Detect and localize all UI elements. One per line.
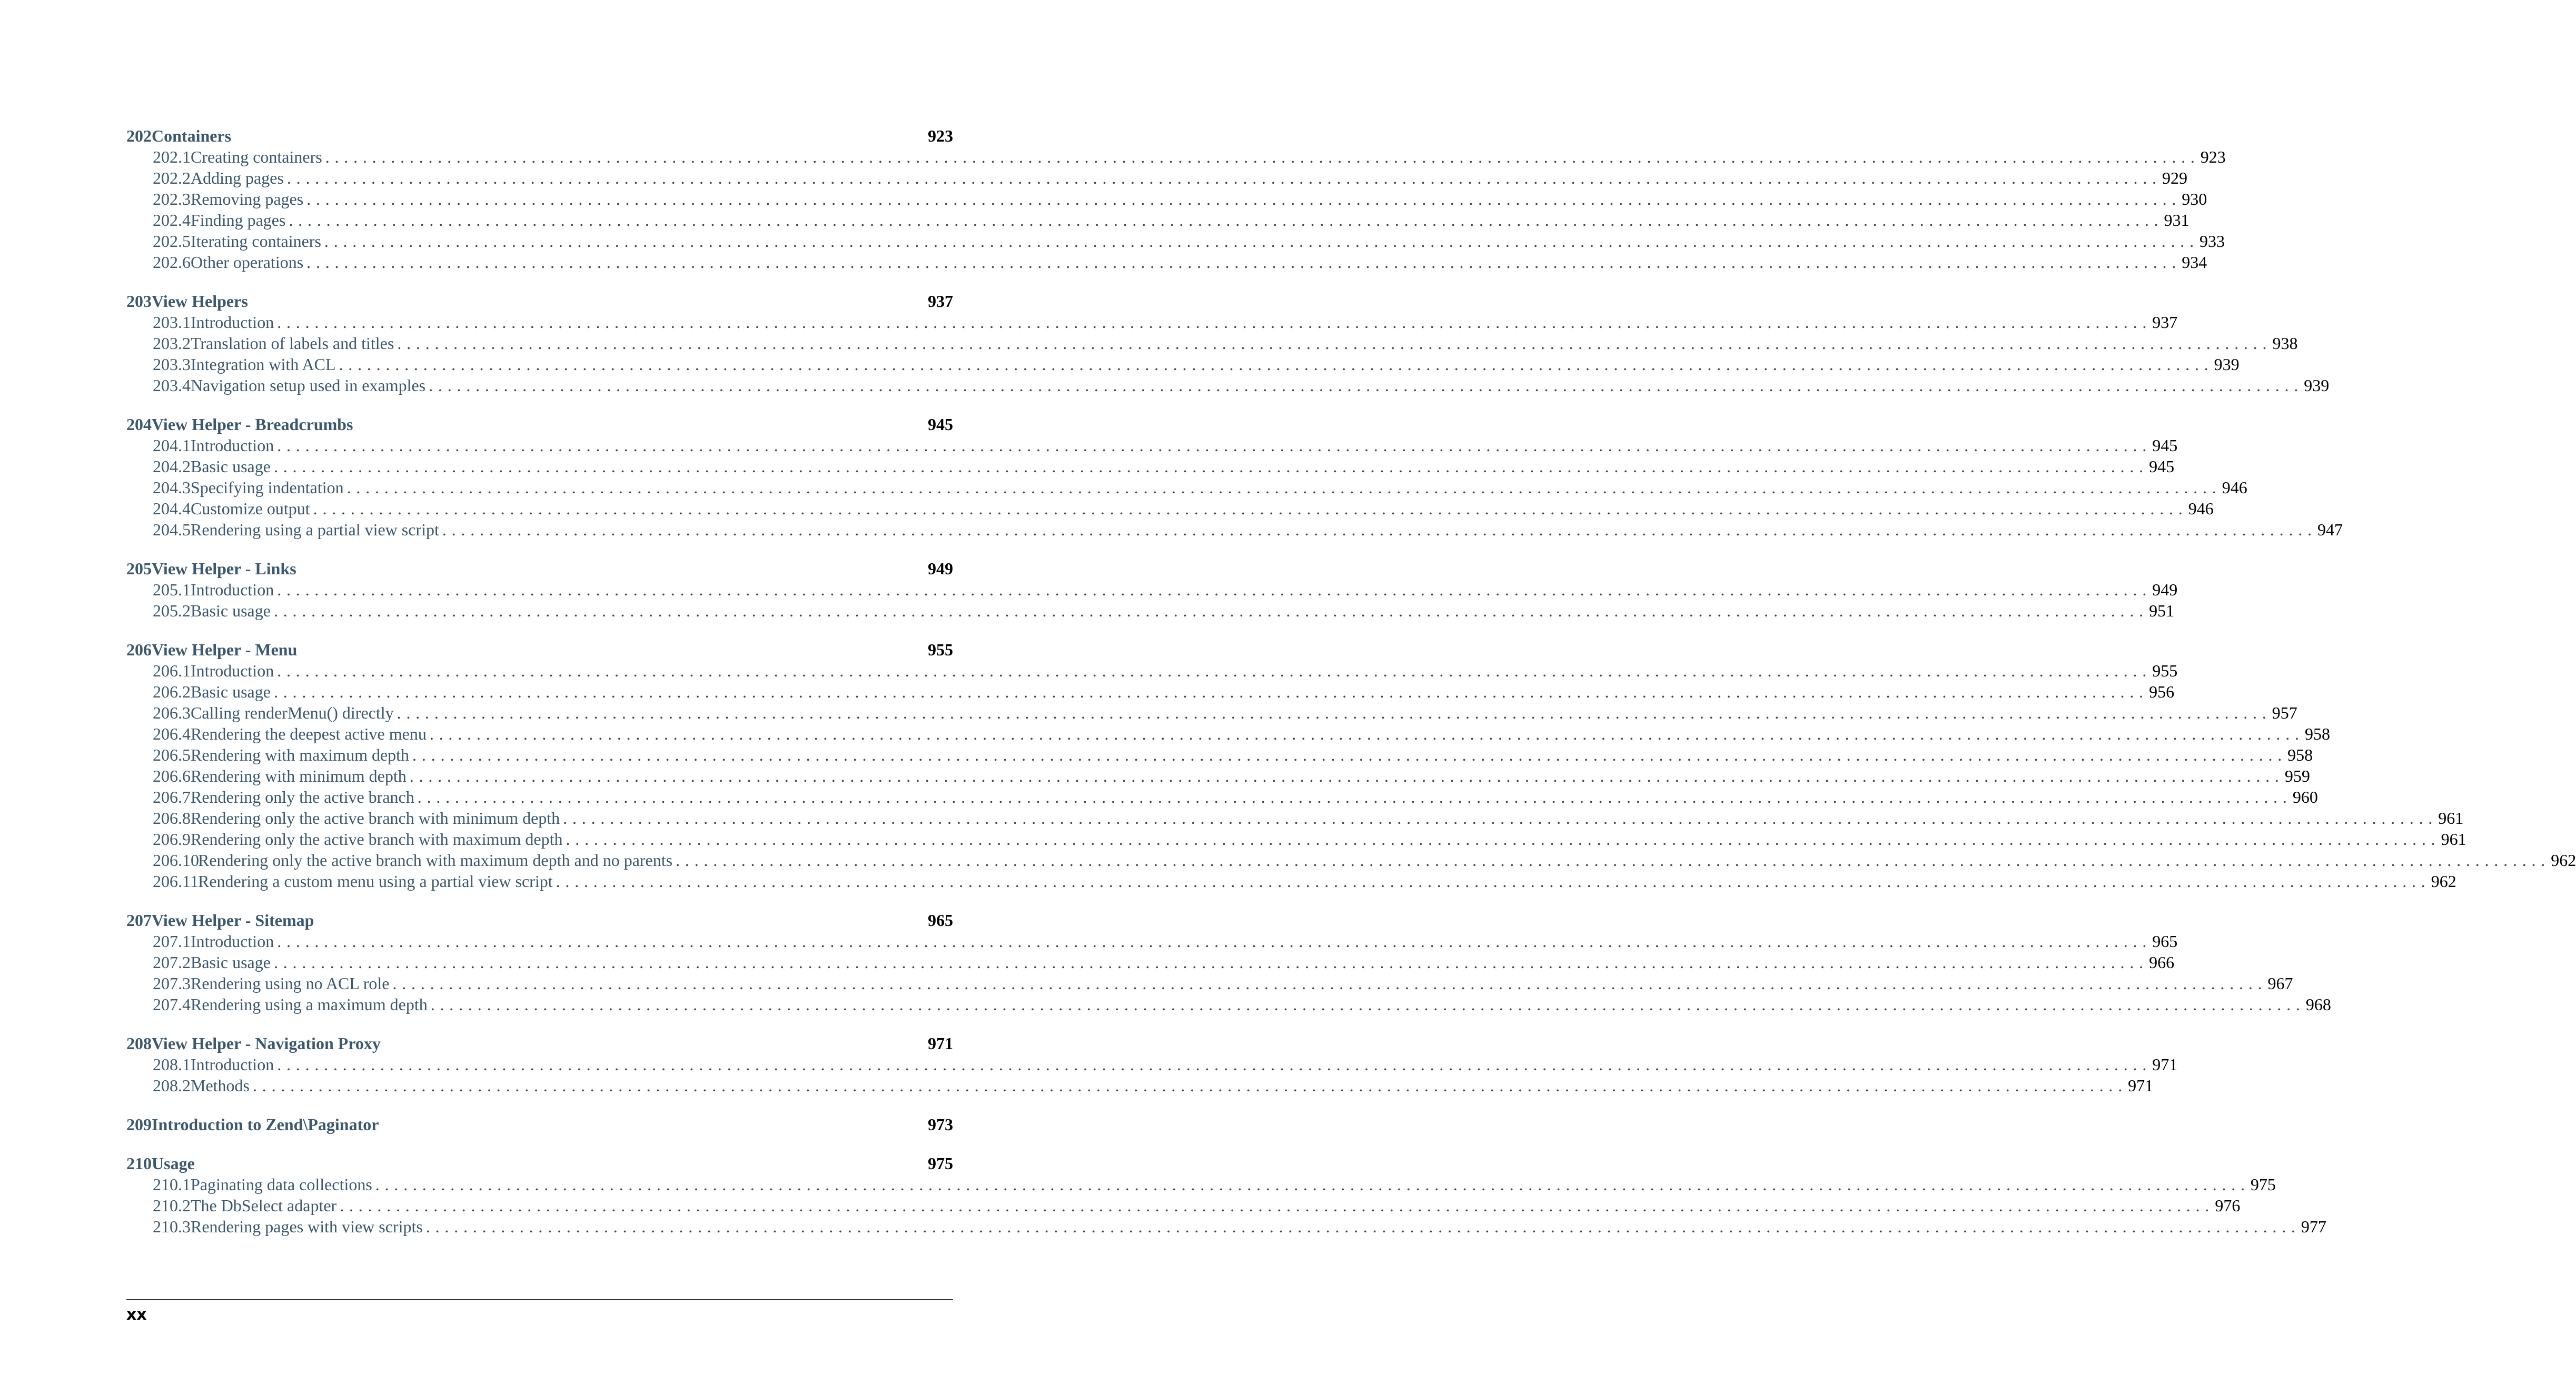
chapter-title-link[interactable]: 210Usage (126, 1154, 195, 1173)
section-title-link[interactable]: Introduction (191, 580, 274, 599)
toc-section-entry[interactable] (126, 1055, 2178, 1076)
chapter-title-link[interactable]: 207View Helper - Sitemap (126, 911, 314, 930)
section-page-number[interactable]: 934 (2182, 253, 2207, 272)
toc-section-entry[interactable] (126, 745, 2313, 766)
section-title-link[interactable]: Navigation setup used in examples (191, 376, 426, 395)
section-title-link[interactable]: Basic usage (191, 953, 271, 972)
section-page-number[interactable]: 946 (2222, 478, 2247, 497)
section-number[interactable]: 206.4 (153, 724, 191, 743)
toc-section-entry[interactable] (126, 190, 2207, 211)
section-page-number[interactable]: 958 (2304, 724, 2330, 743)
dot-leader: . . . . . . . . . . . . . . . . . . . . . . . . . . . . . . . . . . . . . . . . . . . . . . . . . . . . . . . . . . . . . . . . . . . . . . . . . . . . . . . . . . . . . . . . . . . . . . . . . . . . . . . . . . . . . . . . . . . . . . . . . . . . . . . . . . . . . . . . . . . . . . . . . . . . . . . . . . . . . . . . . . . . . . . . . . . . . . . . . . . . . . . . . . . . . . . . . . . . . . . . (429, 376, 2299, 395)
section-number[interactable]: 203.1 (153, 313, 191, 332)
chapter-title-link[interactable]: 204View Helper - Breadcrumbs (126, 415, 353, 434)
dot-leader: . . . . . . . . . . . . . . . . . . . . . . . . . . . . . . . . . . . . . . . . . . . . . . . . . . . . . . . . . . . . . . . . . . . . . . . . . . . . . . . . . . . . . . . . . . . . . . . . . . . . . . . . . . . . . . . . . . . . . . . . . . . . . . . . . . . . . . . . . . . . . . . . . . . . . . . . . . . . . . . . . . . . . . . . . . . . . . . . . . . . . . . . . . . . . . . . . . . . . . . . (563, 809, 2433, 828)
chapter-page-number[interactable]: 965 (928, 911, 953, 930)
section-number[interactable]: 210.3 (153, 1217, 191, 1236)
dot-leader: . . . . . . . . . . . . . . . . . . . . . . . . . . . . . . . . . . . . . . . . . . . . . . . . . . . . . . . . . . . . . . . . . . . . . . . . . . . . . . . . . . . . . . . . . . . . . . . . . . . . . . . . . . . . . . . . . . . . . . . . . . . . . . . . . . . . . . . . . . . . . . . . . . . . . . . . . . . . . . . . . . . . . . . . . . . . . . . . . . . . . . . . . . . . . . . . . . . . . . . . (676, 851, 2546, 870)
section-page-number[interactable]: 957 (2272, 703, 2297, 722)
section-page-number[interactable]: 945 (2149, 457, 2175, 476)
section-page-number[interactable]: 956 (2149, 682, 2175, 701)
section-number[interactable]: 202.5 (153, 232, 191, 251)
section-title-link[interactable]: Basic usage (191, 457, 271, 476)
section-number[interactable]: 206.8 (153, 809, 191, 828)
toc-section-entry[interactable] (126, 168, 2187, 190)
dot-leader: . . . . . . . . . . . . . . . . . . . . . . . . . . . . . . . . . . . . . . . . . . . . . . . . . . . . . . . . . . . . . . . . . . . . . . . . . . . . . . . . . . . . . . . . . . . . . . . . . . . . . . . . . . . . . . . . . . . . . . . . . . . . . . . . . . . . . . . . . . . . . . . . . . . . . . . . . . . . . . . . . . . . . . . . . . . . . . . . . . . . . . . . . . . . . . . . . . . . . . . . (340, 1196, 2210, 1215)
section-number[interactable]: 205.1 (153, 580, 191, 599)
section-number[interactable]: 204.5 (153, 520, 191, 539)
section-title-link[interactable]: Rendering only the active branch with maximum depth and no parents (198, 851, 673, 870)
section-number[interactable]: 206.2 (153, 682, 191, 701)
section-title-link[interactable]: Specifying indentation (191, 478, 344, 497)
section-title-link[interactable]: Rendering using no ACL role (191, 974, 390, 993)
section-number[interactable]: 202.2 (153, 168, 191, 187)
section-number[interactable]: 206.1 (153, 661, 191, 680)
section-title-link[interactable]: Rendering pages with view scripts (191, 1217, 423, 1236)
section-title-link[interactable]: Paginating data collections (191, 1175, 372, 1194)
section-number[interactable]: 204.1 (153, 436, 191, 455)
dot-leader: . . . . . . . . . . . . . . . . . . . . . . . . . . . . . . . . . . . . . . . . . . . . . . . . . . . . . . . . . . . . . . . . . . . . . . . . . . . . . . . . . . . . . . . . . . . . . . . . . . . . . . . . . . . . . . . . . . . . . . . . . . . . . . . . . . . . . . . . . . . . . . . . . . . . . . . . . . . . . . . . . . . . . . . . . . . . . . . . . . . . . . . . . . . . . . . . . . . . . . . . (277, 661, 2147, 680)
section-page-number[interactable]: 931 (2164, 211, 2189, 230)
dot-leader: . . . . . . . . . . . . . . . . . . . . . . . . . . . . . . . . . . . . . . . . . . . . . . . . . . . . . . . . . . . . . . . . . . . . . . . . . . . . . . . . . . . . . . . . . . . . . . . . . . . . . . . . . . . . . . . . . . . . . . . . . . . . . . . . . . . . . . . . . . . . . . . . . . . . . . . . . . . . . . . . . . . . . . . . . . . . . . . . . . . . . . . . . . . . . . . . . . . . . . . . (277, 313, 2147, 332)
toc-section-entry[interactable] (126, 830, 2466, 851)
toc-section-entry[interactable] (126, 436, 2178, 457)
footer-divider (126, 1299, 953, 1300)
section-page-number[interactable]: 946 (2188, 499, 2214, 518)
section-page-number[interactable]: 977 (2301, 1217, 2326, 1236)
dot-leader: . . . . . . . . . . . . . . . . . . . . . . . . . . . . . . . . . . . . . . . . . . . . . . . . . . . . . . . . . . . . . . . . . . . . . . . . . . . . . . . . . . . . . . . . . . . . . . . . . . . . . . . . . . . . . . . . . . . . . . . . . . . . . . . . . . . . . . . . . . . . . . . . . . . . . . . . . . . . . . . . . . . . . . . . . . . . . . . . . . . . . . . . . . . . . . . . . . . . . . . . (339, 355, 2209, 374)
dot-leader: . . . . . . . . . . . . . . . . . . . . . . . . . . . . . . . . . . . . . . . . . . . . . . . . . . . . . . . . . . . . . . . . . . . . . . . . . . . . . . . . . . . . . . . . . . . . . . . . . . . . . . . . . . . . . . . . . . . . . . . . . . . . . . . . . . . . . . . . . . . . . . . . . . . . . . . . . . . . . . . . . . . . . . . . . . . . . . . . . . . . . . . . . . . . . . . . . . . . . . . . (397, 334, 2267, 353)
toc-chapter (126, 640, 2576, 893)
toc-chapter-entry[interactable] (126, 911, 953, 932)
section-title-link[interactable]: Rendering the deepest active menu (191, 724, 427, 743)
chapter-page-number[interactable]: 955 (928, 640, 953, 659)
toc-chapter (126, 1034, 2178, 1097)
dot-leader: . . . . . . . . . . . . . . . . . . . . . . . . . . . . . . . . . . . . . . . . . . . . . . . . . . . . . . . . . . . . . . . . . . . . . . . . . . . . . . . . . . . . . . . . . . . . . . . . . . . . . . . . . . . . . . . . . . . . . . . . . . . . . . . . . . . . . . . . . . . . . . . . . . . . . . . . . . . . . . . . . . . . . . . . . . . . . . . . . . . . . . . . . . . . . . . . . . . . . . . . (273, 682, 2144, 701)
section-page-number[interactable]: 962 (2551, 851, 2576, 870)
section-title-link[interactable]: Rendering only the active branch with maximum depth (191, 830, 563, 849)
section-title-link[interactable]: The DbSelect adapter (191, 1196, 337, 1215)
section-number[interactable]: 206.9 (153, 830, 191, 849)
section-title-link[interactable]: Rendering a custom menu using a partial view script (198, 872, 553, 891)
section-title-link[interactable]: Adding pages (191, 168, 284, 187)
dot-leader: . . . . . . . . . . . . . . . . . . . . . . . . . . . . . . . . . . . . . . . . . . . . . . . . . . . . . . . . . . . . . . . . . . . . . . . . . . . . . . . . . . . . . . . . . . . . . . . . . . . . . . . . . . . . . . . . . . . . . . . . . . . . . . . . . . . . . . . . . . . . . . . . . . . . . . . . . . . . . . . . . . . . . . . . . . . . . . . . . . . . . . . . . . . . . . . . . . . . . . . . (306, 253, 2177, 272)
toc-chapter-entry[interactable] (126, 559, 953, 580)
section-number[interactable]: 202.3 (153, 190, 191, 208)
toc-section-entry[interactable] (126, 355, 2240, 376)
section-page-number[interactable]: 937 (2152, 313, 2178, 332)
dot-leader: . . . . . . . . . . . . . . . . . . . . . . . . . . . . . . . . . . . . . . . . . . . . . . . . . . . . . . . . . . . . . . . . . . . . . . . . . . . . . . . . . . . . . . . . . . . . . . . . . . . . . . . . . . . . . . . . . . . . . . . . . . . . . . . . . . . . . . . . . . . . . . . . . . . . . . . . . . . . . . . . . . . . . . . . . . . . . . . . . . . . . . . . . . . . . . . . . . . . . . . . (286, 168, 2157, 187)
toc-chapter (126, 559, 2178, 622)
section-title-link[interactable]: Rendering with maximum depth (191, 745, 410, 764)
section-page-number[interactable]: 959 (2284, 766, 2310, 785)
toc-section-entry[interactable] (126, 376, 2330, 397)
toc-section-entry[interactable] (126, 478, 2247, 499)
dot-leader: . . . . . . . . . . . . . . . . . . . . . . . . . . . . . . . . . . . . . . . . . . . . . . . . . . . . . . . . . . . . . . . . . . . . . . . . . . . . . . . . . . . . . . . . . . . . . . . . . . . . . . . . . . . . . . . . . . . . . . . . . . . . . . . . . . . . . . . . . . . . . . . . . . . . . . . . . . . . . . . . . . . . . . . . . . . . . . . . . . . . . . . . . . . . . . . . . . . . . . . . (397, 703, 2267, 722)
section-number[interactable]: 202.1 (153, 147, 191, 166)
toc-chapter (126, 911, 2331, 1016)
section-title-link[interactable]: Rendering with minimum depth (191, 766, 407, 785)
section-page-number[interactable]: 962 (2431, 872, 2456, 891)
toc-section-entry[interactable] (126, 788, 2318, 809)
section-page-number[interactable]: 939 (2304, 376, 2330, 395)
chapter-title-link[interactable]: 202Containers (126, 126, 232, 145)
section-title-link[interactable]: Rendering only the active branch (191, 788, 414, 806)
chapter-page-number[interactable]: 923 (928, 126, 953, 145)
section-page-number[interactable]: 965 (2152, 932, 2178, 951)
section-number[interactable]: 208.1 (153, 1055, 191, 1074)
section-number[interactable]: 206.7 (153, 788, 191, 806)
dot-leader: . . . . . . . . . . . . . . . . . . . . . . . . . . . . . . . . . . . . . . . . . . . . . . . . . . . . . . . . . . . . . . . . . . . . . . . . . . . . . . . . . . . . . . . . . . . . . . . . . . . . . . . . . . . . . . . . . . . . . . . . . . . . . . . . . . . . . . . . . . . . . . . . . . . . . . . . . . . . . . . . . . . . . . . . . . . . . . . . . . . . . . . . . . . . . . . . . . . . . . . . (313, 499, 2183, 518)
section-page-number[interactable]: 968 (2305, 995, 2331, 1014)
dot-leader: . . . . . . . . . . . . . . . . . . . . . . . . . . . . . . . . . . . . . . . . . . . . . . . . . . . . . . . . . . . . . . . . . . . . . . . . . . . . . . . . . . . . . . . . . . . . . . . . . . . . . . . . . . . . . . . . . . . . . . . . . . . . . . . . . . . . . . . . . . . . . . . . . . . . . . . . . . . . . . . . . . . . . . . . . . . . . . . . . . . . . . . . . . . . . . . . . . . . . . . . (273, 953, 2144, 972)
dot-leader: . . . . . . . . . . . . . . . . . . . . . . . . . . . . . . . . . . . . . . . . . . . . . . . . . . . . . . . . . . . . . . . . . . . . . . . . . . . . . . . . . . . . . . . . . . . . . . . . . . . . . . . . . . . . . . . . . . . . . . . . . . . . . . . . . . . . . . . . . . . . . . . . . . . . . . . . . . . . . . . . . . . . . . . . . . . . . . . . . . . . . . . . . . . . . . . . . . . . . . . . (425, 1217, 2296, 1236)
toc-chapter (126, 1115, 953, 1136)
dot-leader: . . . . . . . . . . . . . . . . . . . . . . . . . . . . . . . . . . . . . . . . . . . . . . . . . . . . . . . . . . . . . . . . . . . . . . . . . . . . . . . . . . . . . . . . . . . . . . . . . . . . . . . . . . . . . . . . . . . . . . . . . . . . . . . . . . . . . . . . . . . . . . . . . . . . . . . . . . . . . . . . . . . . . . . . . . . . . . . . . . . . . . . . . . . . . . . . . . . . . . . . (277, 1055, 2147, 1074)
section-title-link[interactable]: Introduction (191, 1055, 274, 1074)
chapter-title-link[interactable]: 208View Helper - Navigation Proxy (126, 1034, 381, 1053)
toc-section-entry[interactable] (126, 953, 2175, 974)
toc-section-entry[interactable] (126, 232, 2225, 253)
section-page-number[interactable]: 929 (2162, 168, 2187, 187)
toc-section-entry[interactable] (126, 661, 2178, 682)
section-title-link[interactable]: Rendering only the active branch with minimum depth (191, 809, 560, 828)
toc-chapter-entry[interactable] (126, 1154, 953, 1175)
chapter-page-number[interactable]: 975 (928, 1154, 953, 1173)
toc-section-entry[interactable] (126, 211, 2189, 232)
section-page-number[interactable]: 955 (2152, 661, 2178, 680)
dot-leader: . . . . . . . . . . . . . . . . . . . . . . . . . . . . . . . . . . . . . . . . . . . . . . . . . . . . . . . . . . . . . . . . . . . . . . . . . . . . . . . . . . . . . . . . . . . . . . . . . . . . . . . . . . . . . . . . . . . . . . . . . . . . . . . . . . . . . . . . . . . . . . . . . . . . . . . . . . . . . . . . . . . . . . . . . . . . . . . . . . . . . . . . . . . . . . . . . . . . . . . . (392, 974, 2263, 993)
toc-chapter-entry[interactable] (126, 292, 953, 313)
section-number[interactable]: 206.3 (153, 703, 191, 722)
section-number[interactable]: 210.1 (153, 1175, 191, 1194)
section-number[interactable]: 210.2 (153, 1196, 191, 1215)
dot-leader: . . . . . . . . . . . . . . . . . . . . . . . . . . . . . . . . . . . . . . . . . . . . . . . . . . . . . . . . . . . . . . . . . . . . . . . . . . . . . . . . . . . . . . . . . . . . . . . . . . . . . . . . . . . . . . . . . . . . . . . . . . . . . . . . . . . . . . . . . . . . . . . . . . . . . . . . . . . . . . . . . . . . . . . . . . . . . . . . . . . . . . . . . . . . . . . . . . . . . . . . (306, 190, 2177, 208)
section-page-number[interactable]: 947 (2317, 520, 2343, 539)
section-number[interactable]: 208.2 (153, 1076, 191, 1095)
toc-section-entry[interactable] (126, 601, 2175, 622)
dot-leader: . . . . . . . . . . . . . . . . . . . . . . . . . . . . . . . . . . . . . . . . . . . . . . . . . . . . . . . . . . . . . . . . . . . . . . . . . . . . . . . . . . . . . . . . . . . . . . . . . . . . . . . . . . . . . . . . . . . . . . . . . . . . . . . . . . . . . . . . . . . . . . . . . . . . . . . . . . . . . . . . . . . . . . . . . . . . . . . . . . . . . . . . . . . . . . . . . . . . . . . . (325, 147, 2195, 166)
toc-section-entry[interactable] (126, 872, 2456, 893)
chapter-page-number[interactable]: 971 (928, 1034, 953, 1053)
section-number[interactable]: 207.1 (153, 932, 191, 951)
section-number[interactable]: 203.3 (153, 355, 191, 374)
section-number[interactable]: 205.2 (153, 601, 191, 620)
toc-section-entry[interactable] (126, 457, 2175, 478)
section-number[interactable]: 202.6 (153, 253, 191, 272)
section-title-link[interactable]: Introduction (191, 661, 274, 680)
dot-leader: . . . . . . . . . . . . . . . . . . . . . . . . . . . . . . . . . . . . . . . . . . . . . . . . . . . . . . . . . . . . . . . . . . . . . . . . . . . . . . . . . . . . . . . . . . . . . . . . . . . . . . . . . . . . . . . . . . . . . . . . . . . . . . . . . . . . . . . . . . . . . . . . . . . . . . . . . . . . . . . . . . . . . . . . . . . . . . . . . . . . . . . . . . . . . . . . . . . . . . . . (277, 436, 2147, 455)
toc-section-entry[interactable] (126, 724, 2330, 745)
section-number[interactable]: 203.2 (153, 334, 191, 353)
dot-leader: . . . . . . . . . . . . . . . . . . . . . . . . . . . . . . . . . . . . . . . . . . . . . . . . . . . . . . . . . . . . . . . . . . . . . . . . . . . . . . . . . . . . . . . . . . . . . . . . . . . . . . . . . . . . . . . . . . . . . . . . . . . . . . . . . . . . . . . . . . . . . . . . . . . . . . . . . . . . . . . . . . . . . . . . . . . . . . . . . . . . . . . . . . . . . . . . . . . . . . . . (417, 788, 2287, 806)
section-page-number[interactable]: 961 (2438, 809, 2464, 828)
toc-section-entry[interactable] (126, 851, 2576, 872)
section-page-number[interactable]: 923 (2200, 147, 2226, 166)
section-page-number[interactable]: 939 (2214, 355, 2240, 374)
toc-section-entry[interactable] (126, 1175, 2276, 1196)
section-number[interactable]: 207.3 (153, 974, 191, 993)
chapter-page-number[interactable]: 945 (928, 415, 953, 434)
section-number[interactable]: 206.5 (153, 745, 191, 764)
section-page-number[interactable]: 960 (2292, 788, 2318, 806)
section-page-number[interactable]: 951 (2149, 601, 2175, 620)
toc-chapter-entry[interactable] (126, 640, 953, 661)
toc-chapter-entry[interactable] (126, 415, 953, 436)
section-page-number[interactable]: 961 (2441, 830, 2466, 849)
dot-leader: . . . . . . . . . . . . . . . . . . . . . . . . . . . . . . . . . . . . . . . . . . . . . . . . . . . . . . . . . . . . . . . . . . . . . . . . . . . . . . . . . . . . . . . . . . . . . . . . . . . . . . . . . . . . . . . . . . . . . . . . . . . . . . . . . . . . . . . . . . . . . . . . . . . . . . . . . . . . . . . . . . . . . . . . . . . . . . . . . . . . . . . . . . . . . . . . . . . . . . . . (277, 932, 2147, 951)
chapter-title-link[interactable]: 203View Helpers (126, 292, 248, 311)
section-title-link[interactable]: Rendering using a partial view script (191, 520, 439, 539)
dot-leader: . . . . . . . . . . . . . . . . . . . . . . . . . . . . . . . . . . . . . . . . . . . . . . . . . . . . . . . . . . . . . . . . . . . . . . . . . . . . . . . . . . . . . . . . . . . . . . . . . . . . . . . . . . . . . . . . . . . . . . . . . . . . . . . . . . . . . . . . . . . . . . . . . . . . . . . . . . . . . . . . . . . . . . . . . . . . . . . . . . . . . . . . . . . . . . . . . . . . . . . . (289, 211, 2159, 230)
section-title-link[interactable]: Removing pages (191, 190, 304, 208)
toc-chapter (126, 1154, 2326, 1238)
dot-leader: . . . . . . . . . . . . . . . . . . . . . . . . . . . . . . . . . . . . . . . . . . . . . . . . . . . . . . . . . . . . . . . . . . . . . . . . . . . . . . . . . . . . . . . . . . . . . . . . . . . . . . . . . . . . . . . . . . . . . . . . . . . . . . . . . . . . . . . . . . . . . . . . . . . . . . . . . . . . . . . . . . . . . . . . . . . . . . . . . . . . . . . . . . . . . . . . . . . . . . . . (253, 1076, 2123, 1095)
toc-chapter (126, 292, 2330, 397)
section-title-link[interactable]: Finding pages (191, 211, 286, 230)
section-title-link[interactable]: Other operations (191, 253, 304, 272)
toc-section-entry[interactable] (126, 147, 2226, 168)
dot-leader: . . . . . . . . . . . . . . . . . . . . . . . . . . . . . . . . . . . . . . . . . . . . . . . . . . . . . . . . . . . . . . . . . . . . . . . . . . . . . . . . . . . . . . . . . . . . . . . . . . . . . . . . . . . . . . . . . . . . . . . . . . . . . . . . . . . . . . . . . . . . . . . . . . . . . . . . . . . . . . . . . . . . . . . . . . . . . . . . . . . . . . . . . . . . . . . . . . . . . . . . (412, 745, 2283, 764)
section-page-number[interactable]: 938 (2272, 334, 2298, 353)
toc-chapter (126, 126, 2226, 274)
dot-leader: . . . . . . . . . . . . . . . . . . . . . . . . . . . . . . . . . . . . . . . . . . . . . . . . . . . . . . . . . . . . . . . . . . . . . . . . . . . . . . . . . . . . . . . . . . . . . . . . . . . . . . . . . . . . . . . . . . . . . . . . . . . . . . . . . . . . . . . . . . . . . . . . . . . . . . . . . . . . . . . . . . . . . . . . . . . . . . . . . . . . . . . . . . . . . . . . . . . . . . . . (429, 724, 2300, 743)
section-title-link[interactable]: Integration with ACL (191, 355, 336, 374)
dot-leader: . . . . . . . . . . . . . . . . . . . . . . . . . . . . . . . . . . . . . . . . . . . . . . . . . . . . . . . . . . . . . . . . . . . . . . . . . . . . . . . . . . . . . . . . . . . . . . . . . . . . . . . . . . . . . . . . . . . . . . . . . . . . . . . . . . . . . . . . . . . . . . . . . . . . . . . . . . . . . . . . . . . . . . . . . . . . . . . . . . . . . . . . . . . . . . . . . . . . . . . . (324, 232, 2194, 251)
dot-leader: . . . . . . . . . . . . . . . . . . . . . . . . . . . . . . . . . . . . . . . . . . . . . . . . . . . . . . . . . . . . . . . . . . . . . . . . . . . . . . . . . . . . . . . . . . . . . . . . . . . . . . . . . . . . . . . . . . . . . . . . . . . . . . . . . . . . . . . . . . . . . . . . . . . . . . . . . . . . . . . . . . . . . . . . . . . . . . . . . . . . . . . . . . . . . . . . . . . . . . . . (273, 601, 2144, 620)
section-number[interactable]: 204.4 (153, 499, 191, 518)
section-page-number[interactable]: 958 (2287, 745, 2313, 764)
section-number[interactable]: 207.2 (153, 953, 191, 972)
section-page-number[interactable]: 976 (2215, 1196, 2241, 1215)
section-number[interactable]: 207.4 (153, 995, 191, 1014)
toc-section-entry[interactable] (126, 932, 2178, 953)
toc-section-entry[interactable] (126, 253, 2207, 274)
toc-section-entry[interactable] (126, 1217, 2326, 1238)
dot-leader: . . . . . . . . . . . . . . . . . . . . . . . . . . . . . . . . . . . . . . . . . . . . . . . . . . . . . . . . . . . . . . . . . . . . . . . . . . . . . . . . . . . . . . . . . . . . . . . . . . . . . . . . . . . . . . . . . . . . . . . . . . . . . . . . . . . . . . . . . . . . . . . . . . . . . . . . . . . . . . . . . . . . . . . . . . . . . . . . . . . . . . . . . . . . . . . . . . . . . . . . (409, 766, 2280, 785)
section-title-link[interactable]: Introduction (191, 313, 274, 332)
dot-leader: . . . . . . . . . . . . . . . . . . . . . . . . . . . . . . . . . . . . . . . . . . . . . . . . . . . . . . . . . . . . . . . . . . . . . . . . . . . . . . . . . . . . . . . . . . . . . . . . . . . . . . . . . . . . . . . . . . . . . . . . . . . . . . . . . . . . . . . . . . . . . . . . . . . . . . . . . . . . . . . . . . . . . . . . . . . . . . . . . . . . . . . . . . . . . . . . . . . . . . . . (556, 872, 2426, 891)
chapter-page-number[interactable]: 949 (928, 559, 953, 578)
toc-chapter (126, 415, 2343, 541)
chapter-page-number[interactable]: 937 (928, 292, 953, 311)
chapter-title-link[interactable]: 205View Helper - Links (126, 559, 296, 578)
toc-section-entry[interactable] (126, 703, 2297, 724)
section-page-number[interactable]: 966 (2149, 953, 2175, 972)
toc-section-entry[interactable] (126, 313, 2178, 334)
section-title-link[interactable]: Introduction (191, 436, 274, 455)
section-title-link[interactable]: Basic usage (191, 601, 271, 620)
section-page-number[interactable]: 930 (2182, 190, 2207, 208)
section-page-number[interactable]: 949 (2152, 580, 2178, 599)
section-number[interactable]: 206.10 (153, 851, 199, 870)
chapter-title-link[interactable]: 209Introduction to Zend\Paginator (126, 1115, 379, 1134)
dot-leader: . . . . . . . . . . . . . . . . . . . . . . . . . . . . . . . . . . . . . . . . . . . . . . . . . . . . . . . . . . . . . . . . . . . . . . . . . . . . . . . . . . . . . . . . . . . . . . . . . . . . . . . . . . . . . . . . . . . . . . . . . . . . . . . . . . . . . . . . . . . . . . . . . . . . . . . . . . . . . . . . . . . . . . . . . . . . . . . . . . . . . . . . . . . . . . . . . . . . . . . . (346, 478, 2217, 497)
dot-leader: . . . . . . . . . . . . . . . . . . . . . . . . . . . . . . . . . . . . . . . . . . . . . . . . . . . . . . . . . . . . . . . . . . . . . . . . . . . . . . . . . . . . . . . . . . . . . . . . . . . . . . . . . . . . . . . . . . . . . . . . . . . . . . . . . . . . . . . . . . . . . . . . . . . . . . . . . . . . . . . . . . . . . . . . . . . . . . . . . . . . . . . . . . . . . . . . . . . . . . . . (277, 580, 2147, 599)
dot-leader: . . . . . . . . . . . . . . . . . . . . . . . . . . . . . . . . . . . . . . . . . . . . . . . . . . . . . . . . . . . . . . . . . . . . . . . . . . . . . . . . . . . . . . . . . . . . . . . . . . . . . . . . . . . . . . . . . . . . . . . . . . . . . . . . . . . . . . . . . . . . . . . . . . . . . . . . . . . . . . . . . . . . . . . . . . . . . . . . . . . . . . . . . . . . . . . . . . . . . . . . (566, 830, 2436, 849)
section-title-link[interactable]: Methods (191, 1076, 250, 1095)
section-page-number[interactable]: 971 (2152, 1055, 2178, 1074)
section-title-link[interactable]: Translation of labels and titles (191, 334, 394, 353)
section-number[interactable]: 206.11 (153, 872, 199, 891)
section-number[interactable]: 206.6 (153, 766, 191, 785)
section-title-link[interactable]: Iterating containers (191, 232, 321, 251)
section-title-link[interactable]: Customize output (191, 499, 310, 518)
toc-section-entry[interactable] (126, 766, 2310, 788)
dot-leader: . . . . . . . . . . . . . . . . . . . . . . . . . . . . . . . . . . . . . . . . . . . . . . . . . . . . . . . . . . . . . . . . . . . . . . . . . . . . . . . . . . . . . . . . . . . . . . . . . . . . . . . . . . . . . . . . . . . . . . . . . . . . . . . . . . . . . . . . . . . . . . . . . . . . . . . . . . . . . . . . . . . . . . . . . . . . . . . . . . . . . . . . . . . . . . . . . . . . . . . . (375, 1175, 2245, 1194)
chapter-page-number[interactable]: 973 (928, 1115, 953, 1134)
toc-section-entry[interactable] (126, 334, 2298, 355)
section-title-link[interactable]: Rendering using a maximum depth (191, 995, 428, 1014)
toc-section-entry[interactable] (126, 499, 2214, 520)
toc-chapter-entry[interactable] (126, 1034, 953, 1055)
section-page-number[interactable]: 945 (2152, 436, 2178, 455)
section-title-link[interactable]: Basic usage (191, 682, 271, 701)
chapter-title-link[interactable]: 206View Helper - Menu (126, 640, 298, 659)
toc-section-entry[interactable] (126, 682, 2175, 703)
toc-chapter-entry[interactable] (126, 1115, 953, 1136)
footer-page-number: xx (126, 1306, 147, 1324)
toc-section-entry[interactable] (126, 1196, 2241, 1217)
toc-section-entry[interactable] (126, 580, 2178, 601)
section-number[interactable]: 203.4 (153, 376, 191, 395)
section-page-number[interactable]: 971 (2128, 1076, 2154, 1095)
section-number[interactable]: 204.3 (153, 478, 191, 497)
dot-leader: . . . . . . . . . . . . . . . . . . . . . . . . . . . . . . . . . . . . . . . . . . . . . . . . . . . . . . . . . . . . . . . . . . . . . . . . . . . . . . . . . . . . . . . . . . . . . . . . . . . . . . . . . . . . . . . . . . . . . . . . . . . . . . . . . . . . . . . . . . . . . . . . . . . . . . . . . . . . . . . . . . . . . . . . . . . . . . . . . . . . . . . . . . . . . . . . . . . . . . . . (442, 520, 2312, 539)
dot-leader: . . . . . . . . . . . . . . . . . . . . . . . . . . . . . . . . . . . . . . . . . . . . . . . . . . . . . . . . . . . . . . . . . . . . . . . . . . . . . . . . . . . . . . . . . . . . . . . . . . . . . . . . . . . . . . . . . . . . . . . . . . . . . . . . . . . . . . . . . . . . . . . . . . . . . . . . . . . . . . . . . . . . . . . . . . . . . . . . . . . . . . . . . . . . . . . . . . . . . . . . (273, 457, 2144, 476)
toc-section-entry[interactable] (126, 809, 2464, 830)
toc-section-entry[interactable] (126, 995, 2331, 1016)
section-title-link[interactable]: Introduction (191, 932, 274, 951)
dot-leader: . . . . . . . . . . . . . . . . . . . . . . . . . . . . . . . . . . . . . . . . . . . . . . . . . . . . . . . . . . . . . . . . . . . . . . . . . . . . . . . . . . . . . . . . . . . . . . . . . . . . . . . . . . . . . . . . . . . . . . . . . . . . . . . . . . . . . . . . . . . . . . . . . . . . . . . . . . . . . . . . . . . . . . . . . . . . . . . . . . . . . . . . . . . . . . . . . . . . . . . . (430, 995, 2301, 1014)
toc-section-entry[interactable] (126, 974, 2293, 995)
section-page-number[interactable]: 975 (2250, 1175, 2276, 1194)
toc-section-entry[interactable] (126, 1076, 2154, 1097)
table-of-contents (126, 126, 2576, 1256)
section-title-link[interactable]: Creating containers (191, 147, 322, 166)
toc-chapter-entry[interactable] (126, 126, 953, 147)
section-number[interactable]: 202.4 (153, 211, 191, 230)
section-title-link[interactable]: Calling renderMenu() directly (191, 703, 394, 722)
section-page-number[interactable]: 967 (2267, 974, 2293, 993)
toc-section-entry[interactable] (126, 520, 2343, 541)
section-page-number[interactable]: 933 (2199, 232, 2225, 251)
section-number[interactable]: 204.2 (153, 457, 191, 476)
